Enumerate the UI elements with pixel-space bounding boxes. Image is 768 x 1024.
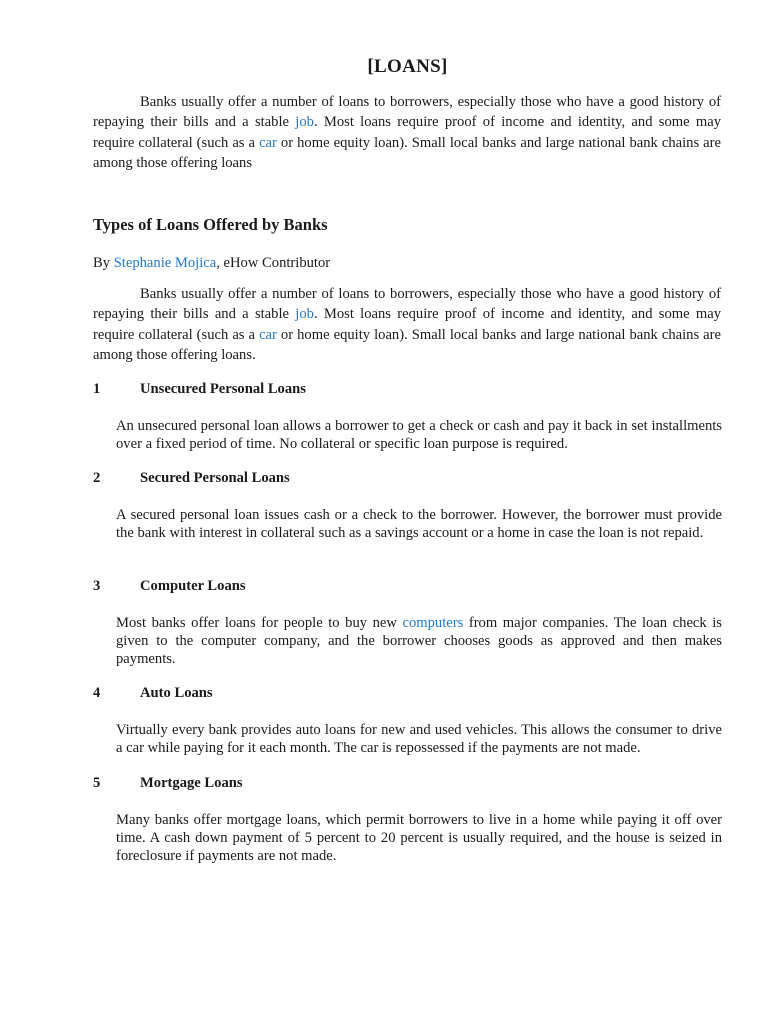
intro-text-1: Banks usually offer a number of loans to borrowers, especially those who have a good history of repaying their bills and a stable [93, 94, 721, 131]
intro-paragraph [93, 92, 721, 173]
article-car-link[interactable]: car [259, 326, 277, 343]
intro-text-2: . Most loans require proof of income and identity, and some may require collateral (such as a [93, 114, 722, 151]
loan-description [116, 614, 722, 668]
loan-heading [93, 470, 290, 487]
loan-number: 4 [93, 685, 101, 701]
loan-heading [93, 381, 306, 398]
loan-desc-text-2: from major companies. The loan check is given to the computer company, and the borrower chooses goods as approved and then makes payments. [116, 615, 722, 667]
intro-text-3: or home equity loan). Small local banks and large national bank chains are among those offering loans [93, 134, 721, 171]
job-link[interactable]: job [295, 114, 314, 131]
car-link[interactable]: car [259, 134, 277, 151]
byline [93, 255, 330, 272]
loan-description: A secured personal loan issues cash or a check to the borrower. However, the borrower must provide the bank with interest in collateral such as a savings account or a home in case the loan is not repaid. [116, 507, 722, 541]
byline-suffix: , eHow Contributor [216, 255, 331, 271]
article-text-1: Banks usually offer a number of loans to borrowers, especially those who have a good history of repaying their bills and a stable [93, 286, 721, 323]
loan-number: 3 [93, 578, 101, 594]
loan-title: Unsecured Personal Loans [140, 381, 306, 397]
loan-number: 1 [93, 381, 101, 397]
loan-description: Virtually every bank provides auto loans for new and used vehicles. This allows the consumer to drive a car while paying for it each month. The car is repossessed if the payments are not made. [116, 722, 722, 756]
byline-prefix: By [93, 255, 114, 271]
loan-number: 2 [93, 470, 101, 486]
loan-title: Secured Personal Loans [140, 470, 290, 486]
article-heading: Types of Loans Offered by Banks [93, 215, 328, 234]
loan-title: Computer Loans [140, 578, 246, 594]
loan-heading [93, 775, 243, 792]
loan-heading [93, 685, 213, 702]
article-text-2: . Most loans require proof of income and identity, and some may require collateral (such as a [93, 306, 722, 343]
article-job-link[interactable]: job [295, 306, 314, 323]
loan-number: 5 [93, 775, 101, 791]
loan-desc-text-1: Most banks offer loans for people to buy new [116, 615, 403, 631]
loan-heading [93, 578, 246, 595]
article-text-3: or home equity loan). Small local banks and large national bank chains are among those offering loans. [93, 326, 721, 363]
computers-link[interactable]: computers [402, 615, 464, 631]
author-link[interactable]: Stephanie Mojica [113, 255, 217, 271]
loan-title: Auto Loans [140, 685, 213, 701]
article-body-paragraph [93, 284, 721, 365]
loan-description: Many banks offer mortgage loans, which permit borrowers to live in a home while paying it off over time. A cash down payment of 5 percent to 20 percent is usually required, and the house is seized in foreclosure if payments are not made. [116, 812, 722, 864]
loan-description: An unsecured personal loan allows a borrower to get a check or cash and pay it back in set installments over a fixed period of time. No collateral or specific loan purpose is required. [116, 418, 722, 452]
document-title: [LOANS] [367, 56, 448, 77]
loan-title: Mortgage Loans [140, 775, 243, 791]
